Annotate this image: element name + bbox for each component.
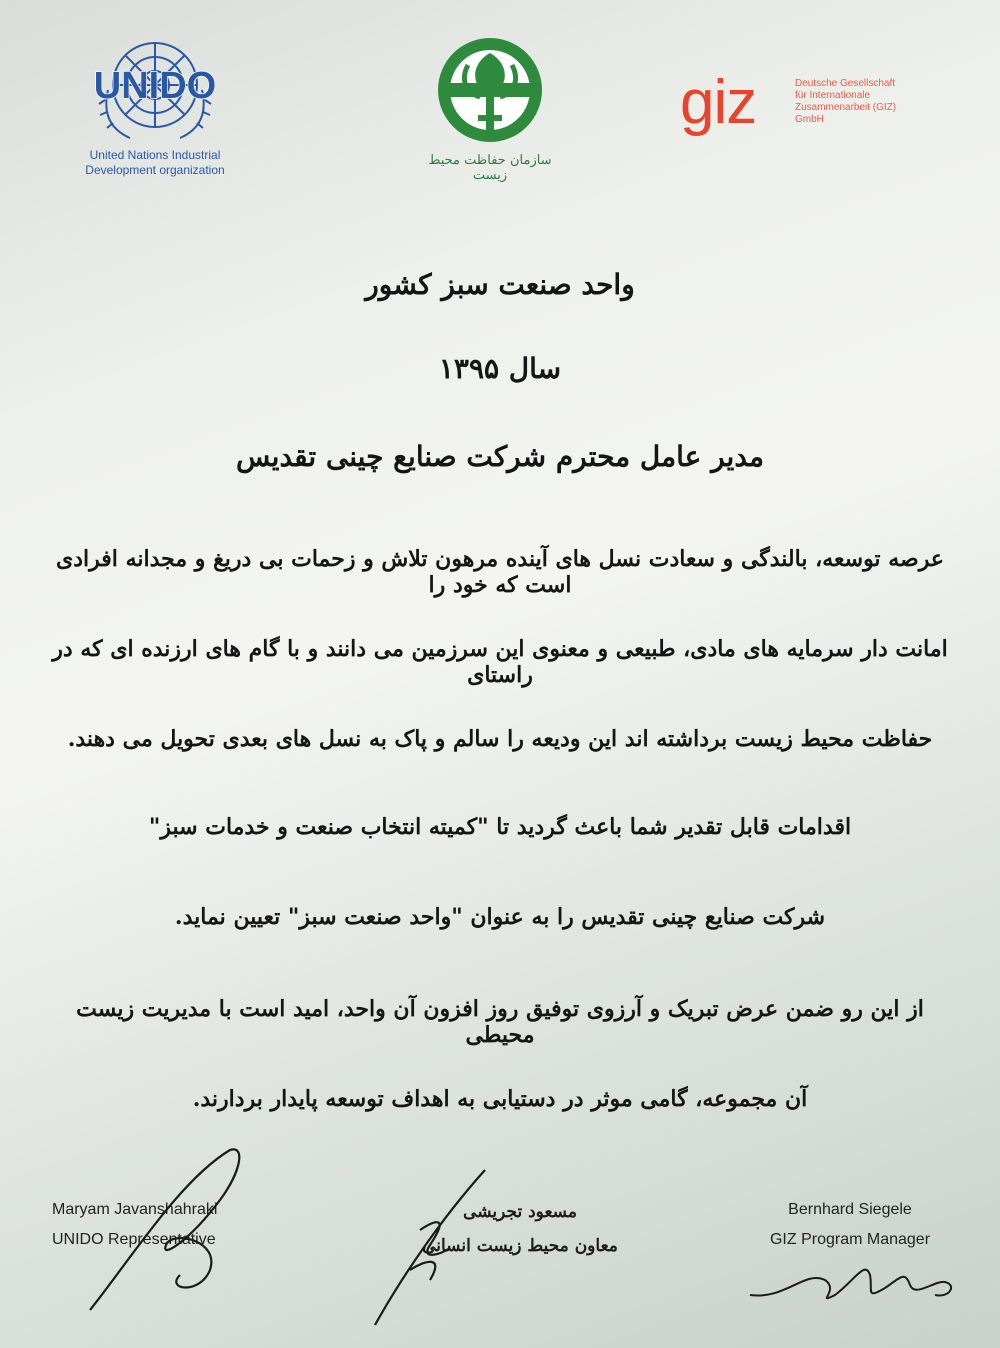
certificate-body-line: اقدامات قابل تقدیر شما باعث گردید تا "کمیته انتخاب صنعت و خدمات سبز" [148,814,852,840]
unido-wordmark: UNIDO [93,65,217,107]
signatory-name: Maryam Javanshahraki [52,1201,218,1218]
certificate-year: سال ۱۳۹۵ [438,352,562,385]
unido-logo [60,30,250,190]
signatory-name: مسعود تجریشی [463,1202,577,1222]
signatory-title: GIZ Program Manager [769,1231,931,1248]
environment-org-caption: سازمان حفاظت محیط زیست [428,153,552,183]
certificate-heading: واحد صنعت سبز کشور [365,268,635,301]
giz-wordmark: giz [680,68,757,137]
giz-subtitle: Deutsche Gesellschaft für Internationale Zusammenarbeit (GIZ) GmbH [795,78,897,125]
handwritten-signature-left [70,1140,270,1320]
handwritten-signature-middle [370,1160,510,1330]
handwritten-signature-right [745,1240,965,1310]
un-emblem-icon [60,30,250,145]
signatory-title: معاون محیط زیست انسانی [422,1236,618,1256]
certificate-body-line: حفاظت محیط زیست برداشته اند این ودیعه را سالم و پاک به نسل های بعدی تحویل می دهند. [67,726,933,752]
certificate-body-line: عرصه توسعه، بالندگی و سعادت نسل های آینده مرهون تلاش و زحمات بی دریغ و مجدانه افرادی است که خود را [56,546,944,598]
certificate-body-line: از این رو ضمن عرض تبریک و آرزوی توفیق روز افزون آن واحد، امید است با مدیریت زیست محیطی [76,996,924,1048]
certificate-body-line: امانت دار سرمایه های مادی، طبیعی و معنوی این سرزمین می دانند و با گام های ارزنده ای که در راستای [52,636,948,688]
certificate-recipient: مدیر عامل محترم شرکت صنایع چینی تقدیس [235,440,765,473]
environment-org-logo [420,35,560,185]
certificate-body-line: شرکت صنایع چینی تقدیس را به عنوان "واحد صنعت سبز" تعیین نماید. [174,904,826,930]
giz-logo [680,70,960,150]
leaf-emblem-icon [420,35,560,145]
signatory-title: UNIDO Representative [52,1231,216,1248]
certificate-body-line: آن مجموعه، گامی موثر در دستیابی به اهداف توسعه پایدار بردارند. [192,1086,808,1112]
unido-caption: United Nations Industrial Development organization [85,148,225,177]
signatory-name: Bernhard Siegele [788,1201,912,1218]
